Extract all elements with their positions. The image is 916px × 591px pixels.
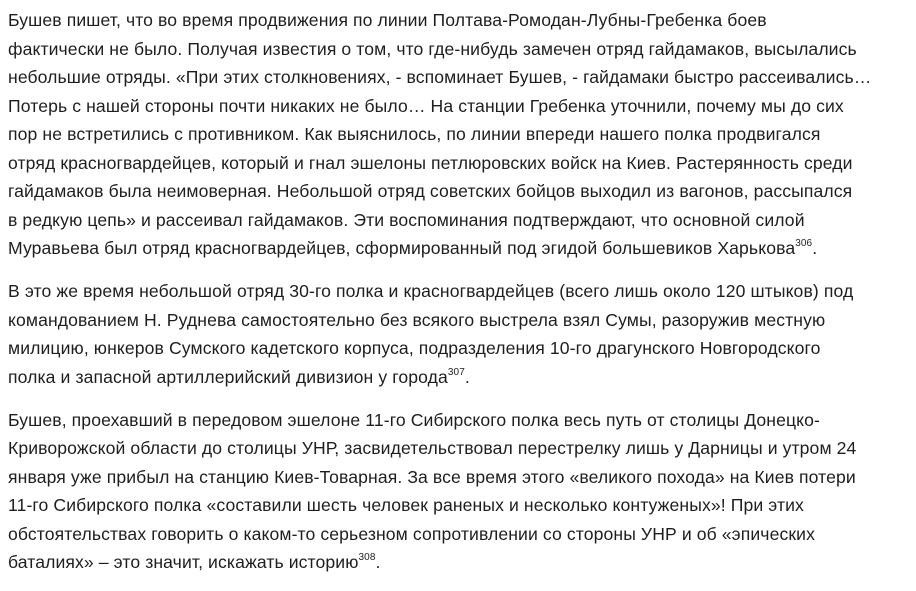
paragraph-2 — [8, 277, 908, 391]
sentence-end: . — [464, 366, 470, 387]
text-line: Бушев, проехавший в передовом эшелоне 11-го Сибирского полка весь путь от столицы Донецко- — [8, 409, 821, 430]
text-line: Криворожской области до столицы УНР, засвидетельствовал перестрелку лишь у Дарницы и утром 24 — [8, 438, 857, 458]
text-line-content: баталиях» – это значит, искажать историю — [8, 552, 359, 572]
sentence-end: . — [812, 238, 818, 258]
text-line: командованием Н. Руднева самостоятельно без всякого выстрела взял Сумы, разоружив местную — [8, 309, 826, 330]
text-line: В это же время небольшой отряд 30-го полка и красногвардейцев (всего лишь около 120 штыков) под — [8, 281, 854, 301]
document-body — [8, 6, 908, 591]
text-line: января уже прибыл на станцию Киев-Товарная. За все время этого «великого похода» на Киев потери — [8, 466, 856, 487]
text-line-last — [8, 234, 908, 263]
text-line-last — [8, 363, 908, 392]
text-line: гайдамаков была неимоверная. Небольшой отряд советских бойцов выходил из вагонов, рассыпался — [8, 181, 853, 201]
text-line: 11-го Сибирского полка «составили шесть человек раненых и несколько контуженых»! При этих — [8, 495, 804, 515]
text-line: пор не встретились с противником. Как выяснилось, по линии впереди нашего полка продвигался — [8, 124, 821, 144]
text-line-last — [8, 548, 908, 577]
text-line: отряд красногвардейцев, который и гнал эшелоны петлюровских войск на Киев. Растерянность среди — [8, 152, 853, 173]
text-line: в редкую цепь» и рассеивал гайдамаков. Эти воспоминания подтверждают, что основной силой — [8, 209, 805, 230]
text-line-content: Муравьева был отряд красногвардейцев, сформированный под эгидой большевиков Харькова — [8, 238, 796, 258]
footnote-ref-306[interactable]: 306 — [795, 238, 813, 250]
footnote-ref-307[interactable]: 307 — [447, 366, 465, 378]
text-line: фактически не было. Получая известия о том, что где-нибудь замечен отряд гайдамаков, высылались — [8, 38, 857, 59]
text-line: милицию, юнкеров Сумского кадетского корпуса, подразделения 10-го драгунского Новгородского — [8, 338, 821, 358]
paragraph-3 — [8, 406, 908, 577]
text-line: Бушев пишет, что во время продвижения по линии Полтава-Ромодан-Лубны-Гребенка боев — [8, 10, 767, 30]
text-line-content: полка и запасной артиллерийский дивизион у города — [8, 366, 448, 387]
sentence-end: . — [375, 552, 381, 572]
text-line: небольшие отряды. «При этих столкновениях, - вспоминает Бушев, - гайдамаки быстро рассеивались… — [8, 67, 872, 87]
text-line: обстоятельствах говорить о каком-то серьезном сопротивлении со стороны УНР и об «эпических — [8, 523, 815, 544]
paragraph-1 — [8, 6, 908, 263]
text-line: Потерь с нашей стороны почти никаких не было… На станции Гребенка уточнили, почему мы до сих — [8, 95, 844, 116]
footnote-ref-308[interactable]: 308 — [358, 552, 376, 564]
